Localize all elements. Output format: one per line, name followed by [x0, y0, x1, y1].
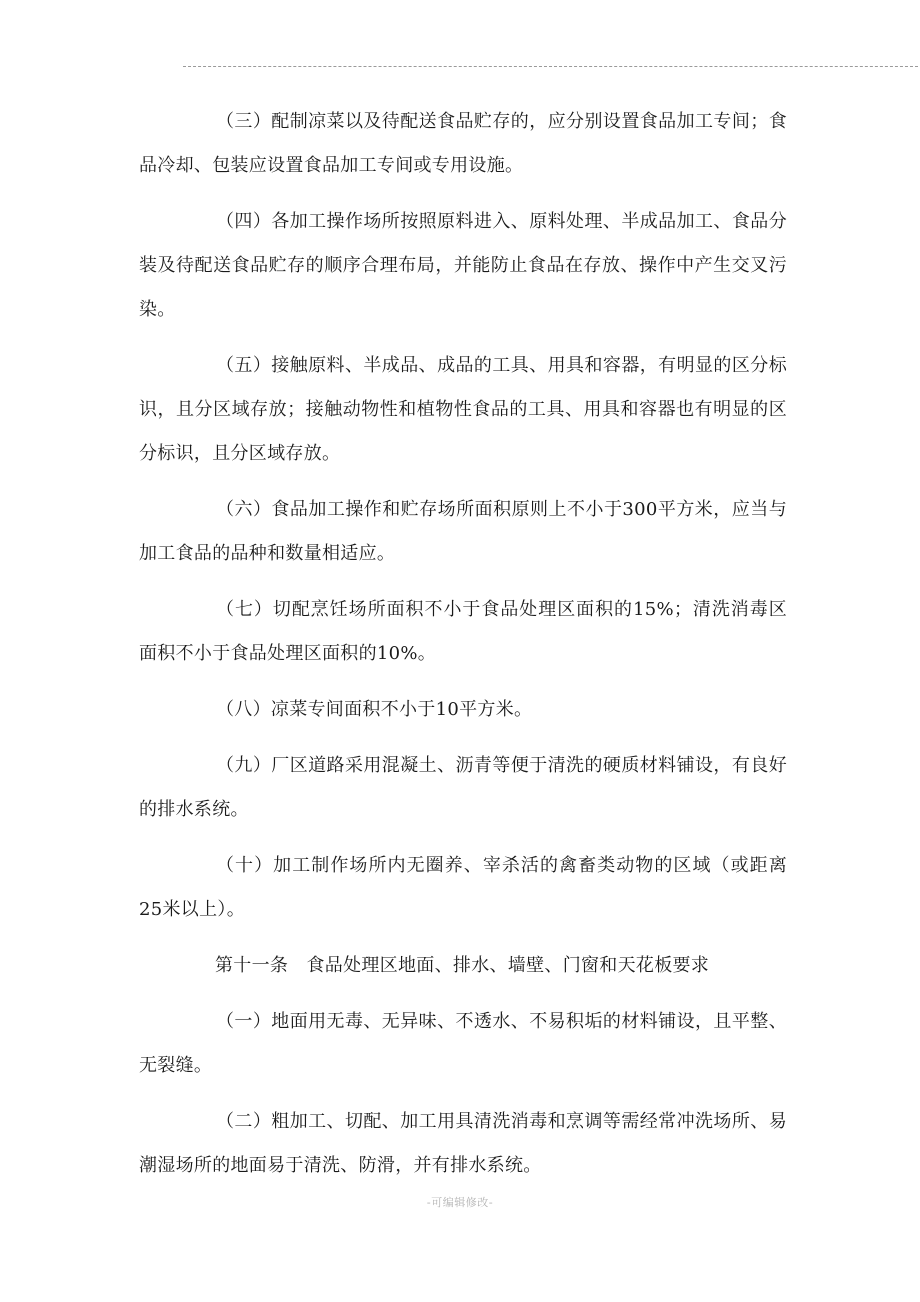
article-11-item-1: （一）地面用无毒、无异味、不透水、不易积垢的材料铺设，且平整、无裂缝。	[139, 1011, 787, 1076]
paragraph-item-7: （七）切配烹饪场所面积不小于食品处理区面积的15%；清洗消毒区面积不小于食品处理区面积的10%。	[139, 599, 787, 664]
article-11-item-2: （二）粗加工、切配、加工用具清洗消毒和烹调等需经常冲洗场所、易潮湿场所的地面易于清洗、防滑，并有排水系统。	[139, 1111, 787, 1176]
paragraph-item-10: （十）加工制作场所内无圈养、宰杀活的禽畜类动物的区域（或距离25米以上）。	[139, 855, 787, 920]
article-11-heading: 第十一条 食品处理区地面、排水、墙壁、门窗和天花板要求	[215, 955, 710, 976]
paragraph-item-8: （八）凉菜专间面积不小于10平方米。	[216, 699, 533, 720]
paragraph-item-5: （五）接触原料、半成品、成品的工具、用具和容器，有明显的区分标识，且分区域存放；接触动物性和植物性食品的工具、用具和容器也有明显的区分标识，且分区域存放。	[139, 355, 787, 464]
paragraph-item-6: （六）食品加工操作和贮存场所面积原则上不小于300平方米，应当与加工食品的品种和数量相适应。	[139, 499, 787, 564]
page-footer: -可编辑修改-	[426, 1196, 494, 1209]
document-body	[139, 100, 787, 1200]
paragraph-item-9: （九）厂区道路采用混凝土、沥青等便于清洗的硬质材料铺设，有良好的排水系统。	[139, 755, 787, 820]
paragraph-item-4: （四）各加工操作场所按照原料进入、原料处理、半成品加工、食品分装及待配送食品贮存的顺序合理布局，并能防止食品在存放、操作中产生交叉污染。	[139, 211, 787, 320]
header-divider	[183, 66, 918, 67]
paragraph-item-3: （三）配制凉菜以及待配送食品贮存的，应分别设置食品加工专间；食品冷却、包装应设置食品加工专间或专用设施。	[139, 111, 787, 176]
